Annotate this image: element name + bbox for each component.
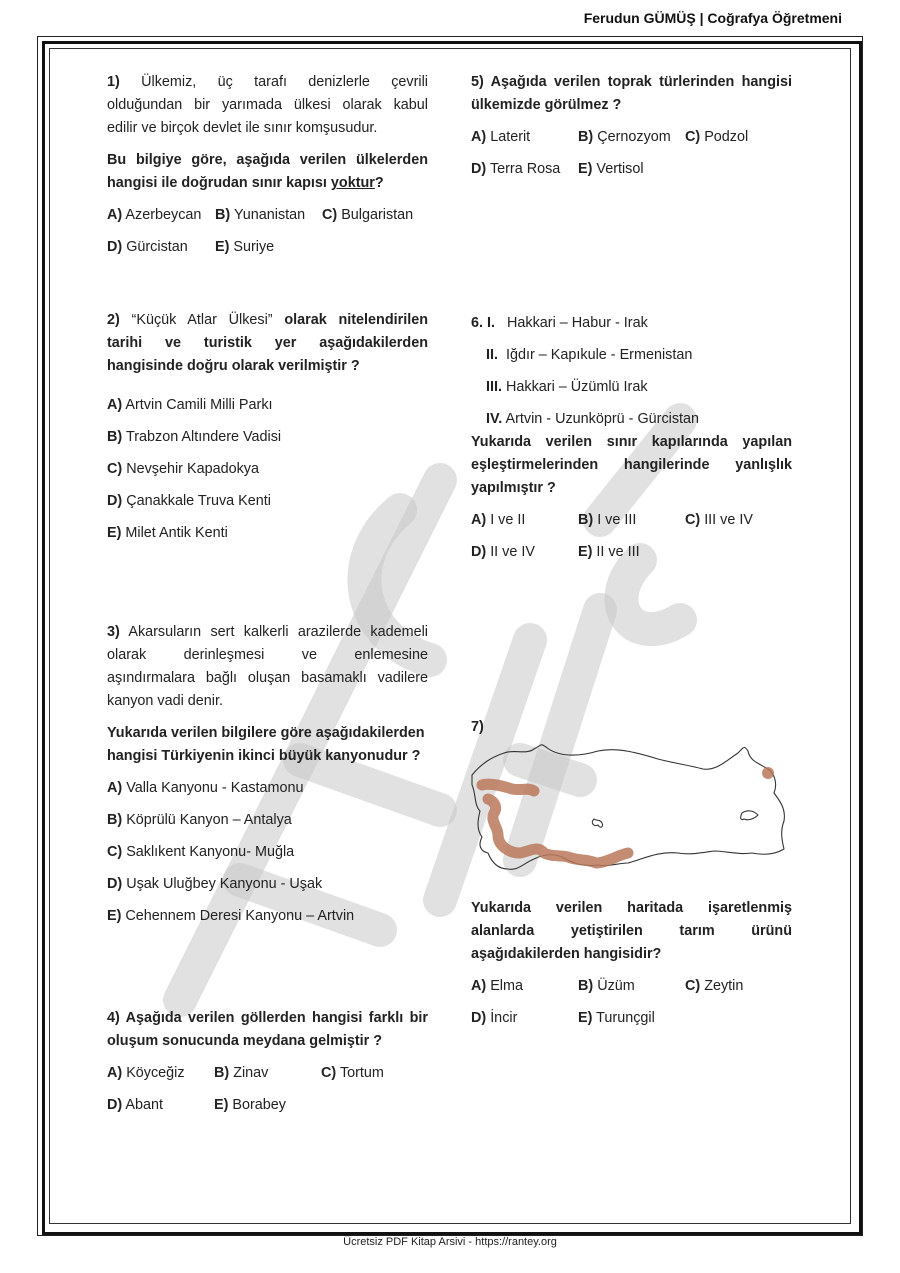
question-6 — [471, 312, 792, 564]
q6-option-e[interactable]: E) II ve III — [578, 544, 640, 560]
q6-option-c[interactable]: C) III ve IV — [685, 512, 753, 528]
q7-stem-line2: alanlarda yetiştirilen tarım ürünü — [471, 923, 792, 939]
q5-option-b[interactable]: B) Çernozyom — [578, 129, 671, 145]
q6-stem-line3: yapılmıştır ? — [471, 480, 556, 496]
q6-item-3-key: III. — [486, 379, 502, 395]
q5-stem-line1: 5) Aşağıda verilen toprak türlerinden hangisi — [471, 74, 792, 90]
q2-stem-line3: hangisinde doğru olarak verilmiştir ? — [107, 358, 360, 374]
q3-option-a[interactable]: A) Valla Kanyonu - Kastamonu — [107, 780, 304, 796]
q3-text-line4: kanyon vadi denir. — [107, 693, 224, 709]
q6-item-2-key: II. — [486, 347, 498, 363]
q6-stem-line2: eşleştirmelerinden hangilerinde yanlışlık — [471, 457, 792, 473]
q5-stem-line2: ülkemizde görülmez ? — [471, 97, 622, 113]
q3-stem-line1: Yukarıda verilen bilgilere göre aşağıdakilerden — [107, 725, 425, 741]
q4-option-a[interactable]: A) Köyceğiz — [107, 1065, 185, 1081]
map-lake-1 — [592, 819, 602, 827]
q6-option-d[interactable]: D) II ve IV — [471, 544, 535, 560]
q3-number: 3) — [107, 624, 120, 640]
q2-number: 2) — [107, 312, 120, 328]
q1-stem-qmark: ? — [374, 175, 384, 191]
question-1 — [107, 71, 428, 259]
q7-option-a[interactable]: A) Elma — [471, 978, 523, 994]
q7-number: 7) — [471, 719, 484, 735]
q2-option-a[interactable]: A) Artvin Camili Milli Parkı — [107, 397, 273, 413]
q6-option-a[interactable]: A) I ve II — [471, 512, 526, 528]
q2-quote: “Küçük Atlar Ülkesi” — [131, 312, 273, 328]
q2-stem-line1: olarak nitelendirilen — [284, 312, 429, 328]
q1-option-e[interactable]: E) Suriye — [215, 239, 275, 255]
q1-option-d[interactable]: D) Gürcistan — [107, 239, 188, 255]
q1-option-a[interactable]: A) Azerbeycan — [107, 207, 202, 223]
question-5 — [471, 71, 792, 181]
q1-stem-negation: yoktur — [330, 175, 375, 191]
q1-text-line3: edilir ve birçok devlet ile sınır komşusudur. — [107, 120, 378, 136]
q1-text-line2: olduğundan bir yarımada ülkesi olarak kabul — [107, 97, 428, 113]
q6-item-2: Iğdır – Kapıkule - Ermenistan — [506, 347, 693, 363]
q3-option-e[interactable]: E) Cehennem Deresi Kanyonu – Artvin — [107, 908, 355, 924]
q4-option-c[interactable]: C) Tortum — [321, 1065, 384, 1081]
q1-text-line1: Ülkemiz, üç tarafı denizlerle çevrili — [141, 74, 429, 90]
q2-option-b[interactable]: B) Trabzon Altındere Vadisi — [107, 429, 282, 445]
question-7-stem — [471, 897, 792, 1030]
question-3 — [107, 621, 428, 928]
q6-item-4: Artvin - Uzunköprü - Gürcistan — [505, 411, 700, 427]
q7-option-c[interactable]: C) Zeytin — [685, 978, 744, 994]
q6-item-1: Hakkari – Habur - Irak — [507, 315, 648, 331]
q2-option-d[interactable]: D) Çanakkale Truva Kenti — [107, 493, 271, 509]
q1-stem-line1: Bu bilgiye göre, aşağıda verilen ülkelerden — [107, 152, 428, 168]
q7-option-d[interactable]: D) İncir — [471, 1010, 518, 1026]
q5-option-d[interactable]: D) Terra Rosa — [471, 161, 561, 177]
map-lake-2 — [741, 811, 758, 820]
map-marked-region-east — [762, 767, 774, 779]
q1-option-b[interactable]: B) Yunanistan — [215, 207, 306, 223]
q1-option-c[interactable]: C) Bulgaristan — [322, 207, 414, 223]
q1-stem-line2: hangisi ile doğrudan sınır kapısı — [107, 175, 331, 191]
q3-stem-line2: hangisi Türkiyenin ikinci büyük kanyonudur ? — [107, 748, 421, 764]
q5-option-e[interactable]: E) Vertisol — [578, 161, 644, 177]
q2-option-e[interactable]: E) Milet Antik Kenti — [107, 525, 228, 541]
q7-option-e[interactable]: E) Turunçgil — [578, 1010, 655, 1026]
q6-item-3: Hakkari – Üzümlü Irak — [506, 379, 648, 395]
q5-option-c[interactable]: C) Podzol — [685, 129, 749, 145]
q7-option-b[interactable]: B) Üzüm — [578, 978, 635, 994]
q4-stem-line2: oluşum sonucunda meydana gelmiştir ? — [107, 1033, 383, 1049]
q4-option-e[interactable]: E) Borabey — [214, 1097, 286, 1113]
q3-option-d[interactable]: D) Uşak Uluğbey Kanyonu - Uşak — [107, 876, 323, 892]
q7-stem-line1: Yukarıda verilen haritada işaretlenmiş — [471, 900, 792, 916]
q2-stem-line2: tarihi ve turistik yer aşağıdakilerden — [107, 335, 428, 351]
page-header: Ferudun GÜMÜŞ | Coğrafya Öğretmeni — [583, 10, 842, 26]
q6-item-1-key: I. — [487, 315, 496, 331]
q3-text-line1: Akarsuların sert kalkerli arazilerde kademeli — [128, 624, 428, 640]
q6-stem-line1: Yukarıda verilen sınır kapılarında yapılan — [471, 434, 792, 450]
q2-option-c[interactable]: C) Nevşehir Kapadokya — [107, 461, 259, 477]
q6-number: 6. — [471, 315, 484, 331]
q3-option-c[interactable]: C) Saklıkent Kanyonu- Muğla — [107, 844, 295, 860]
q5-option-a[interactable]: A) Laterit — [471, 129, 531, 145]
q6-option-b[interactable]: B) I ve III — [578, 512, 637, 528]
q4-option-d[interactable]: D) Abant — [107, 1097, 164, 1113]
q4-stem-line1: 4) Aşağıda verilen göllerden hangisi farklı bir — [107, 1010, 428, 1026]
q7-stem-line3: aşağıdakilerden hangisidir? — [471, 946, 662, 962]
turkey-map — [468, 735, 798, 880]
q3-option-b[interactable]: B) Köprülü Kanyon – Antalya — [107, 812, 292, 828]
map-marked-region-west — [482, 784, 628, 863]
q3-text-line2: olarak derinleşmesi ve enlemesine — [107, 647, 428, 663]
question-4 — [107, 1007, 428, 1117]
q3-text-line3: aşındırmalara bağlı oluşan basamaklı vadilere — [107, 670, 428, 686]
q1-number: 1) — [107, 74, 120, 90]
q6-item-4-key: IV. — [486, 411, 503, 427]
question-2 — [107, 309, 428, 545]
page-footer: Ücretsiz PDF Kitap Arsivi - https://rantey.org — [343, 1236, 557, 1248]
q4-option-b[interactable]: B) Zinav — [214, 1065, 269, 1081]
